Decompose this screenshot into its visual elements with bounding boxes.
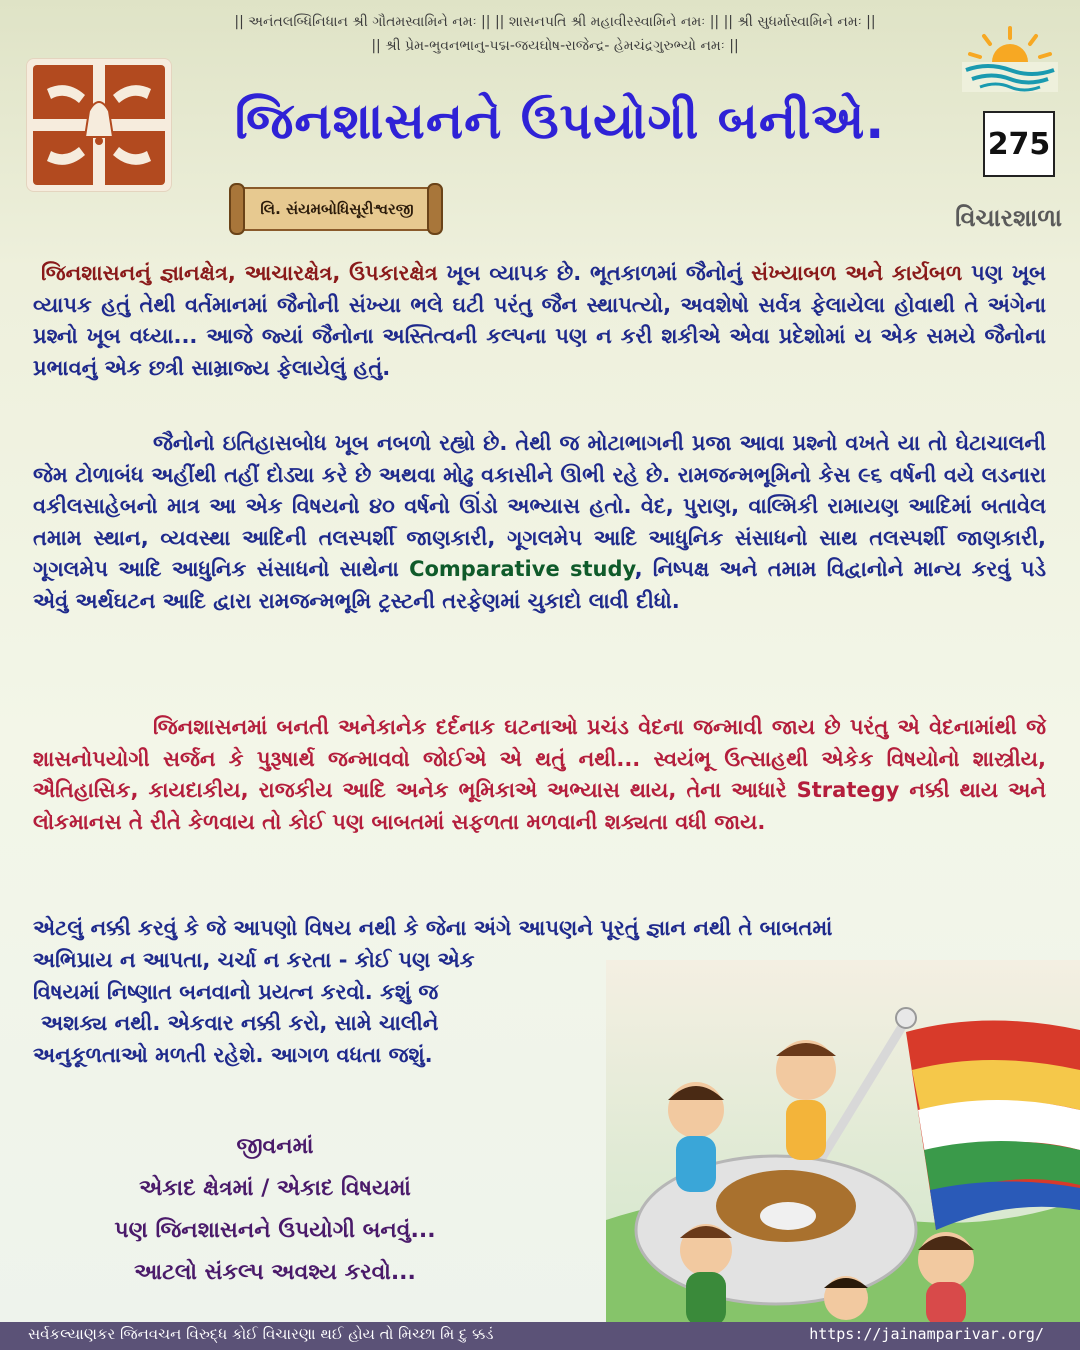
paragraph-4-line-4: અશક્ય નથી. એકવાર નક્કી કરો, સામે ચાલીને	[41, 1011, 439, 1035]
highlight-strength: સંખ્યાબળ અને કાર્યબળ	[751, 261, 963, 285]
highlight-fields: જિનશાસનનું જ્ઞાનક્ષેત્ર, આચારક્ષેત્ર, ઉપકારક્ષેત્ર	[41, 261, 438, 285]
closing-line-3: પણ જિનશાસનને ઉપયોગી બનવું...	[114, 1218, 436, 1243]
author-label: લિ. સંયમબોધિસૂરીશ્વરજી	[260, 200, 414, 218]
paragraph-3	[33, 712, 1046, 838]
para1-text-b: ખૂબ વ્યાપક છે. ભૂતકાળમાં જૈનોનું	[437, 261, 752, 285]
paragraph-4-line-3: વિષયમાં નિષ્ણાત બનવાનો પ્રયત્ન કરવો. કશું જ	[33, 979, 439, 1004]
children-flag-illustration	[606, 960, 1080, 1326]
paragraph-4-line-5: અનુકૂળતાઓ મળતી રહેશે. આગળ વધતા જશું.	[33, 1042, 433, 1067]
issue-number-badge: 275	[983, 111, 1055, 177]
mantra-line-2: || શ્રી પ્રેમ-ભુવનભાનુ-પદ્મ-જયઘોષ-રાજેન્દ્ર- હેમચંદ્રગુરુભ્યો નમઃ ||	[371, 38, 739, 54]
sun-waves-logo-icon	[958, 22, 1062, 92]
para2-text-a: જૈનોનો ઇતિહાસબોધ ખૂબ નબળો રહ્યો છે. તેથી જ મોટાભાગની પ્રજા આવા પ્રશ્નો વખતે યા તો ઘેટાચાલની જેમ ટોળાબંધ અહીંથી તહીં દોડ્યા કરે છે અથવા મોઢુ વકાસીને ઊભી રહે છે. રામજન્મભૂમિનો કેસ ૯૬ વર્ષની વયે લડનારા વકીલસાહેબનો માત્ર આ એક વિષયનો ૪૦ વર્ષનો ઊંડો અભ્યાસ હતો. વેદ, પુરાણ, વાલ્મિકી રામાયણ આદિમાં બતાવેલ તમામ સ્થાન, વ્યવસ્થા આદિની તલસ્પર્શી જાણકારી, ગૂગલમેપ આદિ આધુનિક સંસાધનો સાથ તલસ્પર્શી જાણકારી, ગૂગલમેપ આદિ આધુનિક સંસાધનો સાથેના	[33, 431, 1046, 581]
paragraph-4-line-2: અભિપ્રાય ન આપતા, ચર્ચા ન કરતા - કોઈ પણ એક	[33, 948, 475, 972]
closing-line-4: આટલો સંકલ્પ અવશ્ય કરવો...	[134, 1260, 416, 1285]
paragraph-4-rest	[33, 945, 593, 1071]
paragraph-4-line-1: એટલું નક્કી કરવું કે જે આપણો વિષય નથી કે જેના અંગે આપણને પૂરતું જ્ઞાન નથી તે બાબતમાં	[33, 916, 833, 940]
para2-text-c: , નિષ્પક્ષ અને તમામ વિદ્વાનોને માન્ય કરવું પડે એવું અર્થઘટન આદિ દ્વારા રામજન્મભૂમિ ટ્રસ્ટની તરફેણમાં ચુકાદો લાવી દીધો.	[33, 557, 1046, 613]
highlight-comparative-study: Comparative study	[409, 557, 635, 581]
para3-text: જિનશાસનમાં બનતી અનેકાનેક દર્દનાક ઘટનાઓ પ્રચંડ વેદના જન્માવી જાય છે પરંતુ એ વેદનામાંથી જે શાસનોપયોગી સર્જન કે પુરૂષાર્થ જન્માવવો જોઈએ એ થતું નથી... સ્વયંભૂ ઉત્સાહથી એકેક વિષયોનો શાસ્ત્રીય, ઐતિહાસિક, કાયદાકીય, રાજકીય આદિ અનેક ભૂમિકાએ અભ્યાસ થાય, તેના આધારે Strategy નક્કી થાય અને લોકમાનસ તે રીતે કેળવાય તો કોઈ પણ બાબતમાં સફળતા મળવાની શક્યતા વધી જાય.	[33, 715, 1046, 834]
category-label: વિચારશાળા	[955, 204, 1062, 232]
page-title: જિનશાસનને ઉપયોગી બનીએ.	[234, 92, 886, 150]
paragraph-2	[33, 428, 1046, 617]
closing-line-2: એકાદ ક્ષેત્રમાં / એકાદ વિષયમાં	[139, 1176, 411, 1201]
footer-message: સર્વકલ્યાણકર જિનવચન વિરુદ્ધ કોઈ વિચારણા થઈ હોય તો મિચ્છા મિ દુ ક્કડં	[28, 1325, 494, 1343]
closing-resolution	[60, 1126, 490, 1294]
bell-hands-logo-icon	[26, 58, 172, 192]
footer-website-link[interactable]: https://jainamparivar.org/	[809, 1325, 1044, 1343]
para1-text-d: પણ ખૂબ વ્યાપક હતું તેથી વર્તમાનમાં જૈનોની સંખ્યા ભલે ઘટી પરંતુ જૈન સ્થાપત્યો, અવશેષો સર્વત્ર ફેલાયેલા હોવાથી તે અંગેના પ્રશ્નો ખૂબ વધ્યા... આજે જ્યાં જૈનોના અસ્તિત્વની કલ્પના પણ ન કરી શકીએ એવા પ્રદેશોમાં ય એક સમયે જૈનોના પ્રભાવનું એક છત્રી સામ્રાજ્ય ફેલાયેલું હતું.	[33, 261, 1046, 380]
paragraph-1	[33, 258, 1046, 384]
mantra-line-1: || અનંતલબ્ધિનિધાન શ્રી ગૌતમસ્વામિને નમઃ || || શાસનપતિ શ્રી મહાવીરસ્વામિને નમઃ || || શ્રી સુધર્માસ્વામિને નમઃ ||	[234, 14, 876, 30]
closing-line-1: જીવનમાં	[236, 1134, 314, 1159]
